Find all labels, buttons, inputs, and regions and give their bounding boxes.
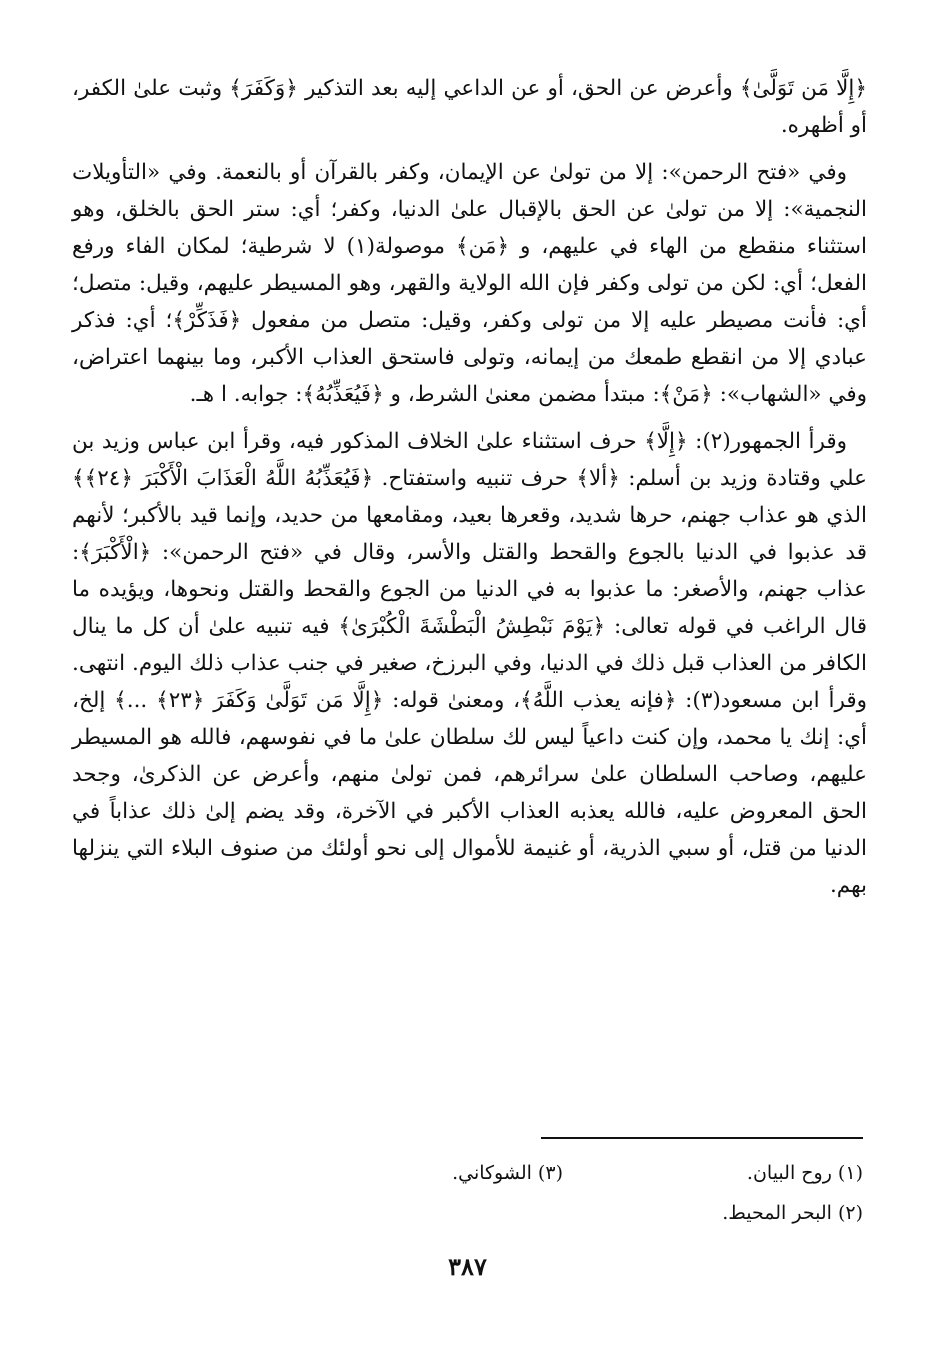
- paragraph-1: ﴿إِلَّا مَن تَوَلَّىٰ﴾ وأعرض عن الحق، أو عن الداعي إليه بعد التذكير ﴿وَكَفَرَ﴾ وثبت علىٰ الكفر، أو أظهره.: [72, 76, 867, 138]
- footnote-1: (١) روح البيان.: [746, 1162, 863, 1184]
- footnote-divider: [541, 1137, 863, 1139]
- paragraph-3: وقرأ الجمهور(٢): ﴿إِلَّا﴾ حرف استثناء علىٰ الخلاف المذكور فيه، وقرأ ابن عباس وزيد بن علي وقتادة وزيد بن أسلم: ﴿ألا﴾ حرف تنبيه واستفتاح. ﴿فَيُعَذِّبُهُ اللَّهُ الْعَذَابَ الْأَكْبَرَ ﴿٢٤﴾﴾ الذي هو عذاب جهنم، حرها شديد، وقعرها بعيد، ومقامعها من حديد، وإنما قيد بالأكبر؛ لأنهم قد عذبوا في الدنيا بالجوع والقحط والقتل والأسر، وقال في «فتح الرحمن»: ﴿الْأَكْبَرَ﴾: عذاب جهنم، والأصغر: ما عذبوا به في الدنيا من الجوع والقحط والقتل ونحوها، ويؤيده ما قال الراغب في قوله تعالى: ﴿يَوْمَ نَبْطِشُ الْبَطْشَةَ الْكُبْرَىٰ﴾ فيه تنبيه علىٰ أن كل ما ينال الكافر من العذاب قبل ذلك في الدنيا، وفي البرزخ، صغير في جنب عذاب ذلك اليوم. انتهى. وقرأ ابن مسعود(٣): ﴿فإنه يعذب اللَّهُ﴾، ومعنىٰ قوله: ﴿إِلَّا مَن تَوَلَّىٰ وَكَفَرَ ﴿٢٣﴾ ...﴾ إلخ، أي: إنك يا محمد، وإن كنت داعياً ليس لك سلطان علىٰ ما في نفوسهم، فالله هو المسيطر عليهم، وصاحب السلطان علىٰ سرائرهم، فمن تولىٰ منهم، وأعرض عن الذكرىٰ، وجحد الحق المعروض عليه، فالله يعذبه العذاب الأكبر في الآخرة، وقد يضم إلىٰ ذلك عذاباً في الدنيا من قتل، أو سبي الذرية، أو غنيمة للأموال إلى نحو أولئك من صنوف البلاء التي ينزلها بهم.: [72, 429, 867, 898]
- footnote-3: (٣) الشوكاني.: [452, 1162, 563, 1184]
- footnote-2: (٢) البحر المحيط.: [722, 1202, 863, 1224]
- page-number: ٣٨٧: [448, 1252, 487, 1281]
- footnotes: [263, 1153, 863, 1233]
- paragraph-2: وفي «فتح الرحمن»: إلا من تولىٰ عن الإيمان، وكفر بالقرآن أو بالنعمة. وفي «التأويلات النجمية»: إلا من تولىٰ عن الحق بالإقبال علىٰ الدنيا، وكفر؛ أي: ستر الحق بالخلق، وهو استثناء منقطع من الهاء في عليهم، و ﴿مَن﴾ موصولة(١) لا شرطية؛ لمكان الفاء ورفع الفعل؛ أي: لكن من تولى وكفر فإن الله الولاية والقهر، وهو المسيطر عليهم، وقيل: متصل؛ أي: فأنت مصيطر عليه إلا من تولى وكفر، وقيل: متصل من مفعول ﴿فَذَكِّرْ﴾؛ أي: فذكر عبادي إلا من انقطع طمعك من إيمانه، وتولى فاستحق العذاب الأكبر، وما بينهما اعتراض، وفي «الشهاب»: ﴿مَنْ﴾: مبتدأ مضمن معنىٰ الشرط، و ﴿فَيُعَذِّبُهُ﴾: جوابه. ا هـ.: [72, 160, 867, 407]
- main-text: [72, 70, 867, 904]
